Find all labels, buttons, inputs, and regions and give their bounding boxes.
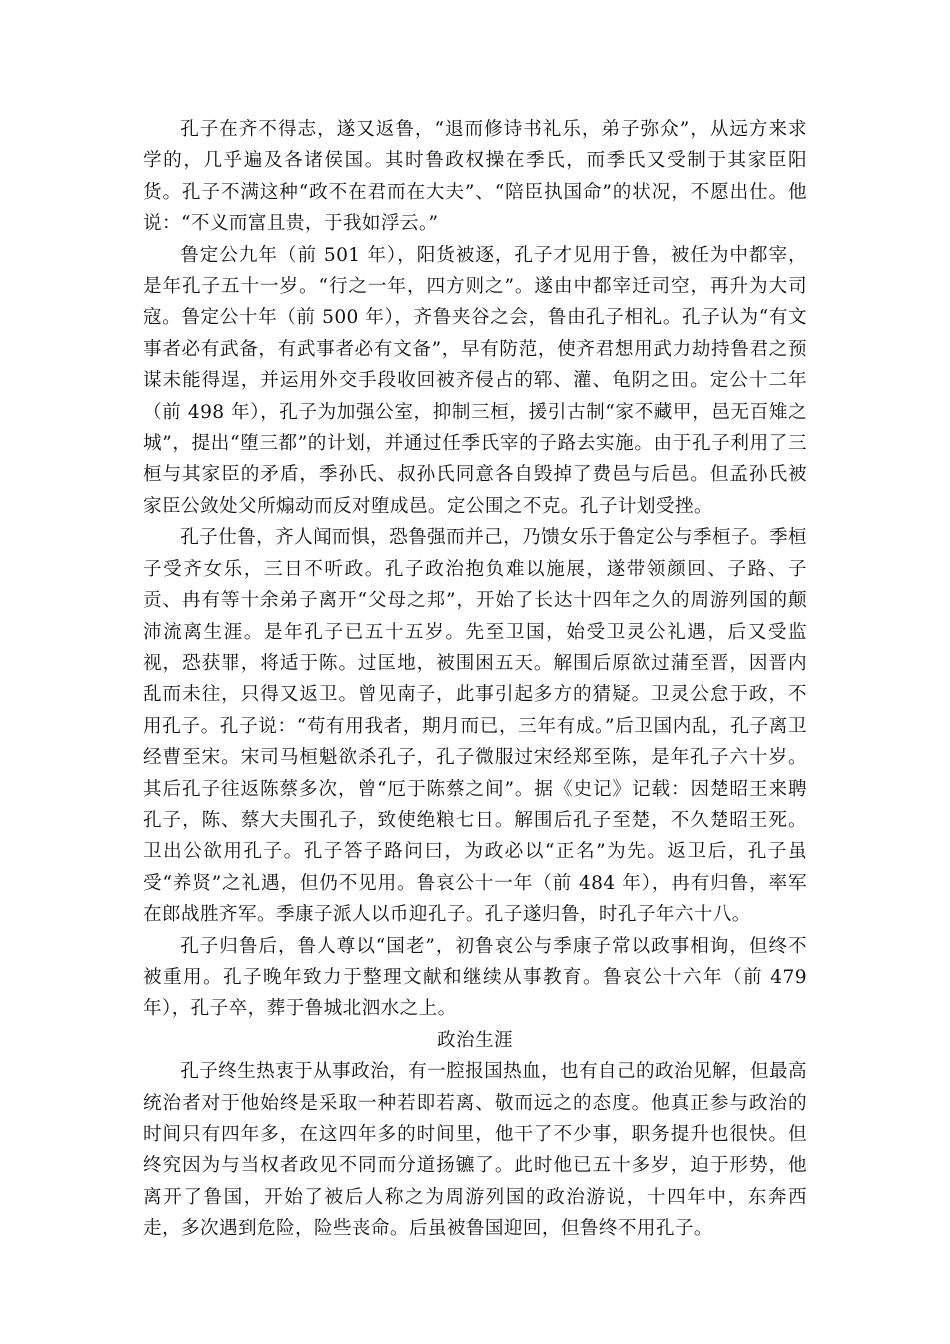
paragraph-political-career: 孔子终生热衷于从事政治，有一腔报国热血，也有自己的政治见解，但最高统治者对于他始终是采取一种若即若离、敬而远之的态度。他真正参与政治的时间只有四年多，在这四年多的时间里，他干了不少事，职务提升也很快。但终究因为与当权者政见不同而分道扬镳了。此时他已五十多岁，迫于形势，他离开了鲁国，开始了被后人称之为周游列国的政治游说，十四年中，东奔西走，多次遇到危险，险些丧命。后虽被鲁国迎回，但鲁终不用孔子。: [143, 1061, 807, 1240]
section-heading: 政治生涯: [437, 1029, 513, 1051]
paragraph-official-career: 鲁定公九年（前 501 年），阳货被逐，孔子才见用于鲁，被任为中都宰，是年孔子五十一岁。“行之一年，四方则之”。遂由中都宰迁司空，再升为大司寇。鲁定公十年（前 500 年），齐鲁夹谷之会，鲁由孔子相礼。孔子认为“有文事者必有武备，有武事者必有文备”，早有防范，使齐君想用武力劫持鲁君之预谋未能得逞，并运用外交手段收回被齐侵占的郓、灌、龟阴之田。定公十二年（前 498 年），孔子为加强公室，抑制三桓，援引古制“家不藏甲，邑无百雉之城”，提出“堕三都”的计划，并通过任季氏宰的子路去实施。由于孔子利用了三桓与其家臣的矛盾，季孙氏、叔孙氏同意各自毁掉了费邑与后邑。但孟孙氏被家臣公敛处父所煽动而反对堕成邑。定公围之不克。孔子计划受挫。: [143, 244, 807, 517]
paragraph-return-to-lu: 孔子在齐不得志，遂又返鲁，“退而修诗书礼乐，弟子弥众”，从远方来求学的，几乎遍及各诸侯国。其时鲁政权操在季氏，而季氏又受制于其家臣阳货。孔子不满这种“政不在君而在大夫”、“陪臣执国命”的状况，不愿出仕。他说：“不义而富且贵，于我如浮云。”: [143, 119, 807, 235]
paragraph-wandering-years: 孔子仕鲁，齐人闻而惧，恐鲁强而并己，乃馈女乐于鲁定公与季桓子。季桓子受齐女乐，三日不听政。孔子政治抱负难以施展，遂带领颜回、子路、子贡、冉有等十余弟子离开“父母之邦”，开始了长达十四年之久的周游列国的颠沛流离生涯。是年孔子已五十五岁。先至卫国，始受卫灵公礼遇，后又受监视，恐获罪，将适于陈。过匡地，被围困五天。解围后原欲过蒲至晋，因晋内乱而未往，只得又返卫。曾见南子，此事引起多方的猜疑。卫灵公怠于政，不用孔子。孔子说：“苟有用我者，期月而已，三年有成。”后卫国内乱，孔子离卫经曹至宋。宋司马桓魁欲杀孔子，孔子微服过宋经郑至陈，是年孔子六十岁。其后孔子往返陈蔡多次，曾“厄于陈蔡之间”。据《史记》记载：因楚昭王来聘孔子，陈、蔡大夫围孔子，致使绝粮七日。解围后孔子至楚，不久楚昭王死。卫出公欲用孔子。孔子答子路问曰，为政必以“正名”为先。返卫后，孔子虽受“养贤”之礼遇，但仍不见用。鲁哀公十一年（前 484 年），冉有归鲁，率军在郎战胜齐军。季康子派人以币迎孔子。孔子遂归鲁，时孔子年六十八。: [143, 527, 807, 926]
paragraph-final-years: 孔子归鲁后，鲁人尊以“国老”，初鲁哀公与季康子常以政事相询，但终不被重用。孔子晚年致力于整理文献和继续从事教育。鲁哀公十六年（前 479 年），孔子卒，葬于鲁城北泗水之上。: [143, 935, 807, 1020]
document-page: [143, 114, 807, 1245]
